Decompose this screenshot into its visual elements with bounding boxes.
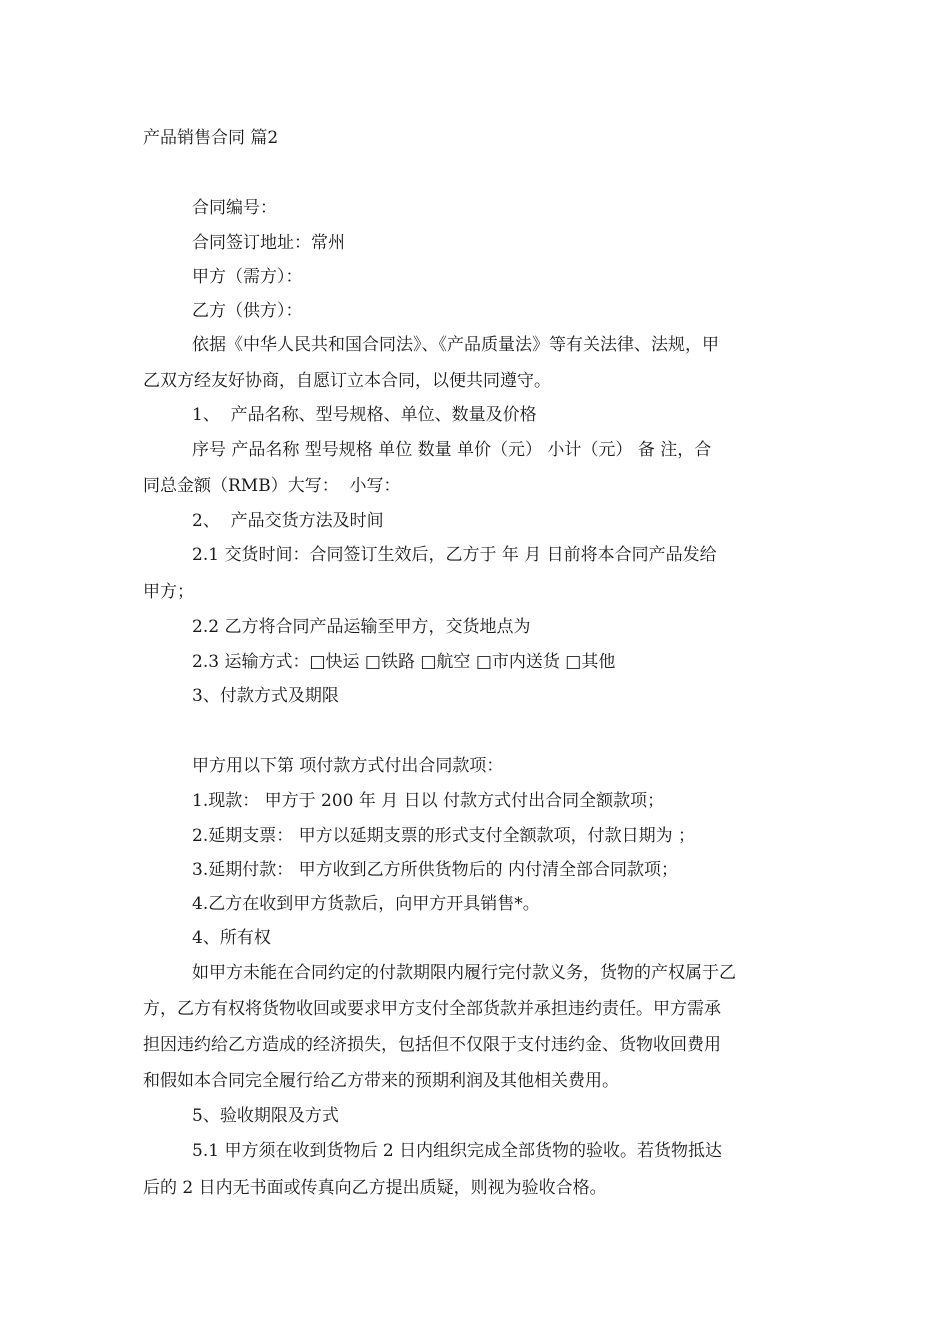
product-table-header-line: 序号 产品名称 型号规格 单位 数量 单价（元） 小计（元） 备 注，合: [192, 440, 712, 460]
ownership-line-3: 担因违约给乙方造成的经济损失，包括但不仅限于支付违约金、货物收回费用: [143, 1035, 721, 1055]
section-1-heading: 1、 产品名称、型号规格、单位、数量及价格: [192, 405, 537, 425]
document-title: 产品销售合同 篇2: [143, 128, 279, 148]
payment-option-2: 2.延期支票： 甲方以延期支票的形式支付全额款项，付款日期为 ；: [192, 826, 696, 846]
section-4-heading: 4、所有权: [192, 928, 271, 948]
clause-2-2: 2.2 乙方将合同产品运输至甲方，交货地点为: [192, 617, 531, 637]
preamble-line-2: 乙双方经友好协商，自愿订立本合同，以便共同遵守。: [143, 371, 551, 391]
clause-5-1-line-1: 5.1 甲方须在收到货物后 2 日内组织完成全部货物的验收。若货物抵达: [192, 1141, 723, 1161]
ownership-line-2: 方，乙方有权将货物收回或要求甲方支付全部货款并承担违约责任。甲方需承: [143, 999, 721, 1019]
total-amount-line: 同总金额（RMB）大写： 小写：: [143, 476, 401, 496]
payment-option-3: 3.延期付款： 甲方收到乙方所供货物后的 内付清全部合同款项；: [192, 860, 679, 880]
contract-number-line: 合同编号：: [192, 198, 277, 218]
signing-address-line: 合同签订地址：常州: [192, 233, 345, 253]
clause-2-3: 2.3 运输方式：□快运 □铁路 □航空 □市内送货 □其他: [192, 652, 616, 672]
clause-2-1-line-1: 2.1 交货时间：合同签订生效后，乙方于 年 月 日前将本合同产品发给: [192, 545, 717, 565]
section-5-heading: 5、验收期限及方式: [192, 1106, 339, 1126]
party-a-line: 甲方（需方）：: [192, 267, 303, 287]
party-b-line: 乙方（供方）：: [192, 301, 303, 321]
ownership-line-1: 如甲方未能在合同约定的付款期限内履行完付款义务，货物的产权属于乙: [192, 963, 736, 983]
preamble-line-1: 依据《中华人民共和国合同法》、《产品质量法》等有关法律、法规，甲: [192, 335, 719, 355]
payment-option-1: 1.现款： 甲方于 200 年 月 日以 付款方式付出合同全额款项；: [192, 791, 665, 811]
ownership-line-4: 和假如本合同完全履行给乙方带来的预期利润及其他相关费用。: [143, 1071, 619, 1091]
payment-option-4: 4.乙方在收到甲方货款后，向甲方开具销售*。: [192, 894, 540, 914]
clause-5-1-line-2: 后的 2 日内无书面或传真向乙方提出质疑，则视为验收合格。: [143, 1178, 607, 1198]
payment-intro-line: 甲方用以下第 项付款方式付出合同款项：: [192, 756, 504, 776]
clause-2-1-line-2: 甲方；: [143, 582, 194, 602]
section-2-heading: 2、 产品交货方法及时间: [192, 511, 384, 531]
section-3-heading: 3、付款方式及期限: [192, 686, 339, 706]
